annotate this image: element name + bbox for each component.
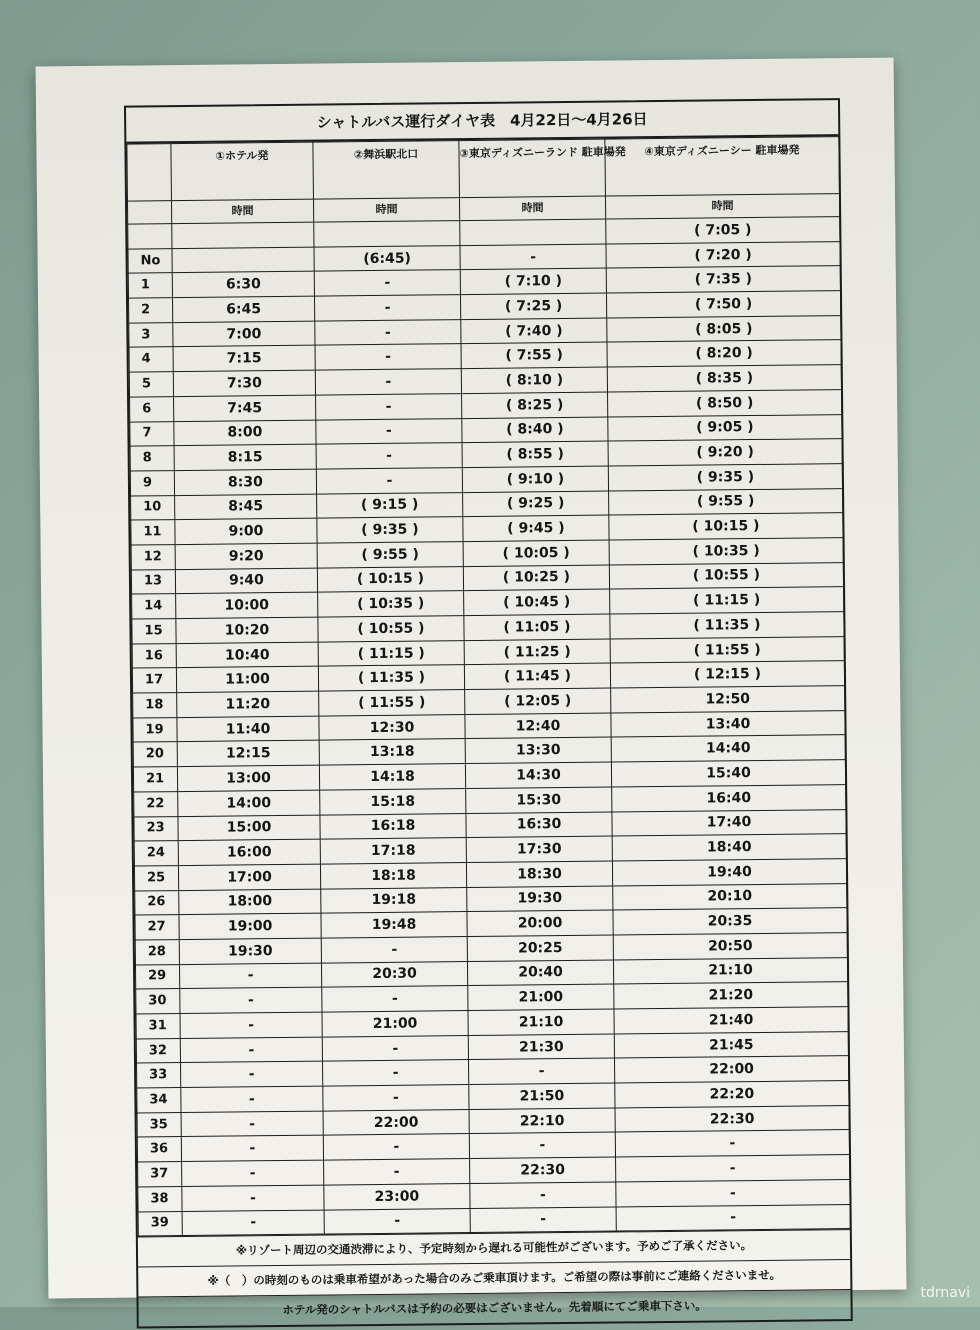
time-cell: 22:00 bbox=[614, 1056, 848, 1083]
time-cell: 20:25 bbox=[467, 935, 613, 961]
time-cell: 19:30 bbox=[179, 938, 321, 964]
pre-cell: ( 7:20 ) bbox=[606, 241, 840, 268]
row-number: 8 bbox=[130, 446, 174, 471]
row-number: 2 bbox=[129, 298, 173, 323]
time-cell: 13:30 bbox=[465, 737, 611, 763]
row-number: 35 bbox=[137, 1112, 181, 1137]
time-cell: - bbox=[322, 1035, 468, 1061]
time-cell: 14:30 bbox=[465, 762, 611, 788]
time-cell: 19:40 bbox=[612, 858, 846, 885]
time-cell: - bbox=[180, 1012, 322, 1038]
row-number: 34 bbox=[137, 1088, 181, 1113]
row-number: 10 bbox=[131, 495, 175, 520]
time-cell: ( 12:05 ) bbox=[465, 688, 611, 714]
time-cell: ( 8:35 ) bbox=[607, 365, 841, 392]
time-cell: ( 11:55 ) bbox=[319, 690, 465, 716]
row-number: 23 bbox=[134, 816, 178, 841]
time-cell: ( 11:15 ) bbox=[318, 640, 464, 666]
time-cell: ( 10:55 ) bbox=[318, 616, 464, 642]
time-cell: 6:45 bbox=[173, 296, 315, 322]
time-cell: 20:40 bbox=[467, 960, 613, 986]
row-number: 14 bbox=[132, 594, 176, 619]
timetable-table bbox=[126, 136, 850, 1237]
row-number: 28 bbox=[135, 940, 179, 965]
time-cell: - bbox=[314, 295, 460, 321]
time-cell: 23:00 bbox=[324, 1183, 470, 1209]
row-number: 4 bbox=[129, 347, 173, 372]
time-cell: - bbox=[315, 319, 461, 345]
time-cell: ( 9:45 ) bbox=[463, 515, 609, 541]
time-cell: - bbox=[616, 1155, 850, 1182]
pre-cell bbox=[172, 222, 314, 248]
time-cell: 22:30 bbox=[470, 1157, 616, 1183]
time-cell: 22:20 bbox=[615, 1081, 849, 1108]
time-cell: 8:45 bbox=[175, 494, 317, 520]
time-cell: ( 10:15 ) bbox=[609, 513, 843, 540]
time-cell: 19:30 bbox=[467, 886, 613, 912]
time-cell: ( 9:25 ) bbox=[463, 491, 609, 517]
time-cell: ( 8:40 ) bbox=[462, 417, 608, 443]
watermark: tdrnavi bbox=[920, 1285, 970, 1301]
row-number: 26 bbox=[135, 890, 179, 915]
time-cell: 14:18 bbox=[319, 764, 465, 790]
time-cell: 15:30 bbox=[466, 787, 612, 813]
time-cell: 16:30 bbox=[466, 812, 612, 838]
note-reservation: ホテル発のシャトルバスは予約の必要はございません。先着順にてご乗車下さい。 bbox=[138, 1289, 850, 1326]
time-cell: ( 7:25 ) bbox=[460, 293, 606, 319]
time-cell: 12:40 bbox=[465, 713, 611, 739]
col-header-tdl: ③東京ディズニーランド 駐車場発 bbox=[459, 139, 606, 198]
time-cell: - bbox=[615, 1130, 849, 1157]
row-number: 12 bbox=[131, 545, 175, 570]
time-cell: ( 7:40 ) bbox=[461, 318, 607, 344]
time-cell: ( 10:05 ) bbox=[463, 540, 609, 566]
row-number: 32 bbox=[136, 1038, 180, 1063]
time-cell: ( 8:50 ) bbox=[608, 389, 842, 416]
time-cell: ( 7:35 ) bbox=[606, 266, 840, 293]
row-number: 18 bbox=[133, 693, 177, 718]
timetable-paper bbox=[36, 58, 907, 1318]
time-cell: - bbox=[316, 467, 462, 493]
row-number: 3 bbox=[129, 322, 173, 347]
time-cell: 7:00 bbox=[173, 321, 315, 347]
row-number: 13 bbox=[131, 569, 175, 594]
time-cell: - bbox=[322, 986, 468, 1012]
time-cell: 8:15 bbox=[174, 444, 316, 470]
time-cell: 14:00 bbox=[178, 790, 320, 816]
time-cell: 17:18 bbox=[320, 838, 466, 864]
time-cell: ( 9:20 ) bbox=[608, 439, 842, 466]
time-cell: - bbox=[324, 1159, 470, 1185]
row-number: 39 bbox=[138, 1211, 182, 1236]
pre-cell: - bbox=[460, 244, 606, 270]
col-sub-maihama: 時間 bbox=[313, 198, 459, 223]
row-number: 15 bbox=[132, 619, 176, 644]
row-number: 33 bbox=[137, 1063, 181, 1088]
row-number: 6 bbox=[130, 396, 174, 421]
time-cell: 22:10 bbox=[469, 1108, 615, 1134]
time-cell: - bbox=[323, 1085, 469, 1111]
row-number: 24 bbox=[134, 841, 178, 866]
row-number: 22 bbox=[134, 791, 178, 816]
time-cell: - bbox=[182, 1160, 324, 1186]
col-sub-tdl: 時間 bbox=[459, 196, 605, 221]
time-cell: 18:00 bbox=[179, 889, 321, 915]
time-cell: ( 8:10 ) bbox=[461, 367, 607, 393]
row-number: 25 bbox=[134, 865, 178, 890]
time-cell: - bbox=[316, 418, 462, 444]
time-cell: - bbox=[324, 1208, 470, 1234]
time-cell: ( 11:35 ) bbox=[318, 665, 464, 691]
row-number: 37 bbox=[138, 1162, 182, 1187]
time-cell: ( 10:35 ) bbox=[609, 538, 843, 565]
time-cell: 21:00 bbox=[322, 1011, 468, 1037]
time-cell: - bbox=[470, 1207, 616, 1233]
time-cell: 10:40 bbox=[176, 642, 318, 668]
pre-cell bbox=[314, 221, 460, 247]
time-cell: - bbox=[180, 987, 322, 1013]
time-cell: 20:30 bbox=[321, 961, 467, 987]
time-cell: ( 8:25 ) bbox=[462, 392, 608, 418]
time-cell: - bbox=[182, 1210, 324, 1236]
time-cell: - bbox=[316, 443, 462, 469]
time-cell: 21:45 bbox=[614, 1031, 848, 1058]
no-header-blank bbox=[127, 144, 172, 201]
time-cell: ( 11:55 ) bbox=[610, 636, 844, 663]
time-cell: 21:40 bbox=[614, 1007, 848, 1034]
time-cell: - bbox=[316, 393, 462, 419]
time-cell: 16:18 bbox=[320, 813, 466, 839]
time-cell: 16:00 bbox=[178, 839, 320, 865]
time-cell: ( 11:45 ) bbox=[464, 663, 610, 689]
time-cell: ( 9:35 ) bbox=[317, 517, 463, 543]
time-cell: - bbox=[469, 1132, 615, 1158]
time-cell: - bbox=[182, 1185, 324, 1211]
time-cell: 21:10 bbox=[613, 957, 847, 984]
time-cell: ( 9:35 ) bbox=[608, 463, 842, 490]
note-traffic: ※リゾート周辺の交通渋滞により、予定時刻から遅れる可能性がございます。予めご了承ください。 bbox=[138, 1229, 850, 1266]
time-cell: ( 8:55 ) bbox=[462, 441, 608, 467]
time-cell: 20:50 bbox=[613, 933, 847, 960]
time-cell: - bbox=[323, 1060, 469, 1086]
time-cell: 18:40 bbox=[612, 834, 846, 861]
time-cell: ( 12:15 ) bbox=[610, 661, 844, 688]
time-cell: 11:00 bbox=[176, 666, 318, 692]
table-header bbox=[127, 137, 840, 224]
time-cell: ( 9:55 ) bbox=[317, 542, 463, 568]
time-cell: 20:00 bbox=[467, 910, 613, 936]
time-cell: 15:00 bbox=[178, 815, 320, 841]
row-number: 31 bbox=[136, 1014, 180, 1039]
col-header-hotel: ①ホテル発 bbox=[171, 142, 314, 200]
time-cell: 6:30 bbox=[172, 271, 314, 297]
row-number: 1 bbox=[128, 273, 172, 298]
time-cell: - bbox=[470, 1182, 616, 1208]
time-cell: 22:30 bbox=[615, 1105, 849, 1132]
time-cell: ( 7:55 ) bbox=[461, 342, 607, 368]
time-cell: 21:10 bbox=[468, 1009, 614, 1035]
time-cell: ( 9:55 ) bbox=[609, 488, 843, 515]
time-cell: 13:00 bbox=[177, 765, 319, 791]
time-cell: 7:15 bbox=[173, 346, 315, 372]
row-number: 9 bbox=[130, 470, 174, 495]
time-cell: 15:40 bbox=[611, 760, 845, 787]
time-cell: 13:40 bbox=[611, 710, 845, 737]
pre-cell: ( 7:05 ) bbox=[606, 217, 840, 244]
pre-cell bbox=[128, 224, 172, 249]
time-cell: 9:20 bbox=[175, 543, 317, 569]
row-number: 5 bbox=[129, 372, 173, 397]
time-cell: 9:40 bbox=[175, 568, 317, 594]
col-header-tds: ④東京ディズニーシー 駐車場発 bbox=[605, 137, 840, 196]
notes bbox=[138, 1229, 851, 1326]
time-cell: - bbox=[616, 1204, 850, 1231]
pre-cell bbox=[172, 247, 314, 273]
time-cell: ( 10:55 ) bbox=[609, 562, 843, 589]
pre-cell bbox=[460, 219, 606, 245]
row-number: 17 bbox=[132, 668, 176, 693]
time-cell: - bbox=[315, 344, 461, 370]
time-cell: 12:30 bbox=[319, 714, 465, 740]
time-cell: - bbox=[181, 1136, 323, 1162]
time-cell: ( 9:10 ) bbox=[462, 466, 608, 492]
time-cell: 14:40 bbox=[611, 735, 845, 762]
time-cell: ( 11:35 ) bbox=[610, 612, 844, 639]
time-cell: 7:30 bbox=[173, 370, 315, 396]
time-cell: ( 11:25 ) bbox=[464, 639, 610, 665]
time-cell: 16:40 bbox=[612, 784, 846, 811]
time-cell: 20:10 bbox=[613, 883, 847, 910]
time-cell: ( 10:25 ) bbox=[463, 565, 609, 591]
time-cell: 20:35 bbox=[613, 908, 847, 935]
col-header-maihama: ②舞浜駅北口 bbox=[313, 141, 460, 200]
time-cell: 18:30 bbox=[466, 861, 612, 887]
time-cell: 12:50 bbox=[611, 686, 845, 713]
time-cell: ( 11:15 ) bbox=[610, 587, 844, 614]
time-cell: ( 11:05 ) bbox=[464, 614, 610, 640]
note-parentheses: ※（ ）の時刻のものは乗車希望があった場合のみご乗車頂けます。ご希望の際は事前にご連絡くださいませ。 bbox=[138, 1259, 850, 1296]
time-cell: 13:18 bbox=[319, 739, 465, 765]
time-cell: - bbox=[181, 1111, 323, 1137]
row-number: 27 bbox=[135, 915, 179, 940]
time-cell: ( 10:15 ) bbox=[317, 566, 463, 592]
row-number: 16 bbox=[132, 643, 176, 668]
time-cell: - bbox=[181, 1086, 323, 1112]
time-cell: 11:20 bbox=[177, 691, 319, 717]
time-cell: 10:00 bbox=[176, 592, 318, 618]
time-cell: 19:00 bbox=[179, 913, 321, 939]
pre-cell: (6:45) bbox=[314, 245, 460, 271]
time-cell: 11:40 bbox=[177, 716, 319, 742]
time-cell: 21:20 bbox=[614, 982, 848, 1009]
time-cell: 21:50 bbox=[469, 1083, 615, 1109]
time-cell: 8:30 bbox=[174, 469, 316, 495]
time-cell: - bbox=[321, 936, 467, 962]
time-cell: 18:18 bbox=[320, 862, 466, 888]
row-number: 20 bbox=[133, 742, 177, 767]
time-cell: 17:00 bbox=[178, 864, 320, 890]
time-cell: - bbox=[468, 1058, 614, 1084]
time-cell: ( 8:05 ) bbox=[607, 315, 841, 342]
table-body bbox=[128, 217, 851, 1237]
no-subheader-blank bbox=[127, 201, 171, 224]
time-cell: 15:18 bbox=[320, 788, 466, 814]
time-cell: ( 10:45 ) bbox=[464, 589, 610, 615]
time-cell: 22:00 bbox=[323, 1109, 469, 1135]
row-number: 11 bbox=[131, 520, 175, 545]
time-cell: 8:00 bbox=[174, 420, 316, 446]
col-sub-hotel: 時間 bbox=[171, 199, 313, 223]
time-cell: 19:18 bbox=[321, 887, 467, 913]
time-cell: - bbox=[181, 1061, 323, 1087]
time-cell: ( 8:20 ) bbox=[607, 340, 841, 367]
row-number: 36 bbox=[137, 1137, 181, 1162]
time-cell: 17:40 bbox=[612, 809, 846, 836]
time-cell: 12:15 bbox=[177, 741, 319, 767]
timetable-title: シャトルバス運行ダイヤ表 4月22日～4月26日 bbox=[126, 100, 838, 143]
time-cell: - bbox=[179, 963, 321, 989]
time-cell: ( 9:15 ) bbox=[317, 492, 463, 518]
col-sub-tds: 時間 bbox=[605, 194, 839, 219]
time-cell: 9:00 bbox=[175, 518, 317, 544]
no-label: No bbox=[128, 248, 172, 273]
time-cell: ( 7:50 ) bbox=[606, 291, 840, 318]
time-cell: 7:45 bbox=[174, 395, 316, 421]
row-number: 30 bbox=[136, 989, 180, 1014]
time-cell: 21:00 bbox=[468, 984, 614, 1010]
time-cell: 10:20 bbox=[176, 617, 318, 643]
time-cell: ( 7:10 ) bbox=[460, 268, 606, 294]
row-number: 21 bbox=[133, 767, 177, 792]
row-number: 7 bbox=[130, 421, 174, 446]
row-number: 29 bbox=[135, 964, 179, 989]
row-number: 38 bbox=[138, 1186, 182, 1211]
time-cell: ( 9:05 ) bbox=[608, 414, 842, 441]
time-cell: - bbox=[616, 1179, 850, 1206]
time-cell: - bbox=[315, 369, 461, 395]
time-cell: - bbox=[314, 270, 460, 296]
time-cell: 17:30 bbox=[466, 836, 612, 862]
time-cell: 21:30 bbox=[468, 1034, 614, 1060]
time-cell: ( 10:35 ) bbox=[318, 591, 464, 617]
timetable-sheet bbox=[124, 98, 853, 1329]
time-cell: - bbox=[323, 1134, 469, 1160]
row-number: 19 bbox=[133, 717, 177, 742]
time-cell: - bbox=[180, 1037, 322, 1063]
time-cell: 19:48 bbox=[321, 912, 467, 938]
